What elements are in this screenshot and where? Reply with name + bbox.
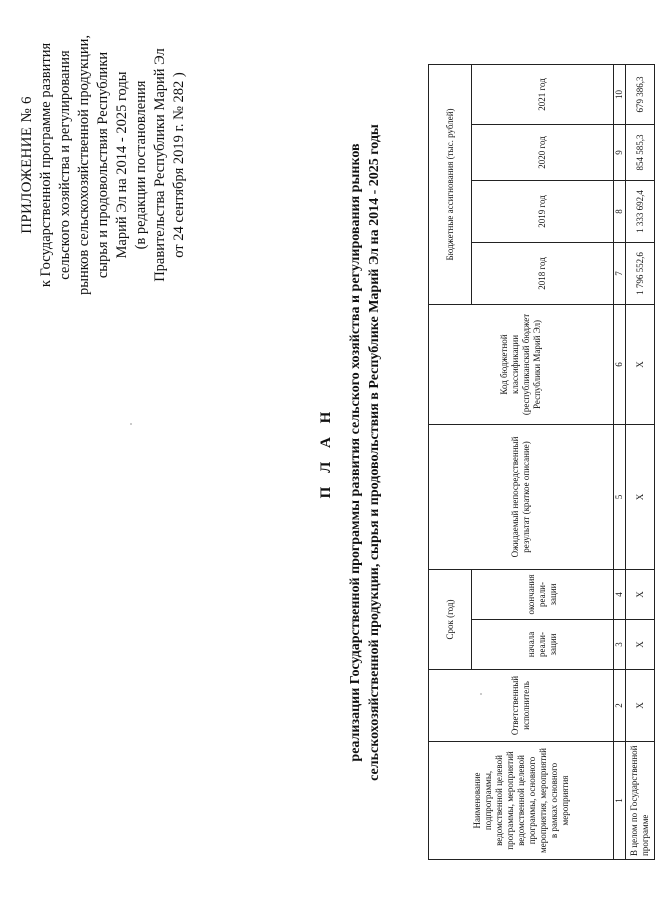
appendix-line: сельского хозяйства и регулирования <box>57 50 73 280</box>
row-executor: Х <box>626 670 655 742</box>
scan-speck <box>480 693 482 695</box>
header-term-end: окончания реали-зации <box>472 569 614 619</box>
plan-table <box>428 64 655 860</box>
row-start: Х <box>626 620 655 670</box>
row-name: В целом по Государственной программе <box>626 742 655 860</box>
subtitle-line: сельскохозяйственной продукции, сырья и продовольствия в Республике Марий Эл на 2014 - 2025 годы <box>367 124 382 781</box>
row-value-2018: 1 796 552,6 <box>626 242 655 304</box>
appendix-line: Правительства Республики Марий Эл <box>152 48 168 282</box>
header-result: Ожидаемый непосредственный результат (краткое описание) <box>429 424 614 569</box>
header-year-2019: 2019 год <box>472 180 614 242</box>
column-number: 2 <box>614 670 626 742</box>
column-number: 4 <box>614 569 626 619</box>
appendix-line: рынков сельскохозяйственной продукции, <box>76 35 92 295</box>
column-number: 10 <box>614 64 626 124</box>
appendix-line: сырья и продовольствия Республики <box>95 51 111 279</box>
subtitle-line: реализации Государственной программы развития сельского хозяйства и регулирования рынков <box>348 143 363 762</box>
header-name: Наименование подпрограммы, ведомственной целевой программы, мероприятий ведомственной целевой программы, основного мероприятия, мероприятий в рамках основного мероприятия <box>429 742 614 860</box>
row-result: Х <box>626 424 655 569</box>
row-code: Х <box>626 304 655 424</box>
header-term-start: начала реали-зации <box>472 620 614 670</box>
header-year-2018: 2018 год <box>472 242 614 304</box>
appendix-line: от 24 сентября 2019 г. № 282 ) <box>171 72 187 258</box>
header-year-2020: 2020 год <box>472 124 614 180</box>
plan-title: П Л А Н <box>318 406 334 499</box>
column-number: 7 <box>614 242 626 304</box>
scan-speck <box>130 423 132 425</box>
row-value-2020: 854 585,3 <box>626 124 655 180</box>
table-row <box>626 64 655 859</box>
header-term: Срок (год) <box>429 569 472 669</box>
plan-subtitle <box>346 0 384 905</box>
appendix-line: (в редакции постановления <box>133 80 149 250</box>
column-number: 6 <box>614 304 626 424</box>
appendix-line: Марий Эл на 2014 - 2025 годы <box>114 71 130 259</box>
column-number: 5 <box>614 424 626 569</box>
column-number: 8 <box>614 180 626 242</box>
row-value-2021: 679 386,3 <box>626 64 655 124</box>
header-budget-alloc: Бюджетные ассигнования (тыс. рублей) <box>429 64 472 304</box>
row-end: Х <box>626 569 655 619</box>
header-executor: Ответственный исполнитель <box>429 670 614 742</box>
row-value-2019: 1 333 692,4 <box>626 180 655 242</box>
column-number: 9 <box>614 124 626 180</box>
appendix-line: к Государственной программе развития <box>38 42 54 288</box>
header-budget-code: Код бюджетной классификации (республиканский бюджет Республики Марий Эл) <box>429 304 614 424</box>
appendix-block <box>18 15 189 315</box>
appendix-title: ПРИЛОЖЕНИЕ № 6 <box>19 96 35 234</box>
column-number-row <box>614 64 626 859</box>
header-year-2021: 2021 год <box>472 64 614 124</box>
column-number: 3 <box>614 620 626 670</box>
table-header-row <box>429 64 472 859</box>
column-number: 1 <box>614 742 626 860</box>
